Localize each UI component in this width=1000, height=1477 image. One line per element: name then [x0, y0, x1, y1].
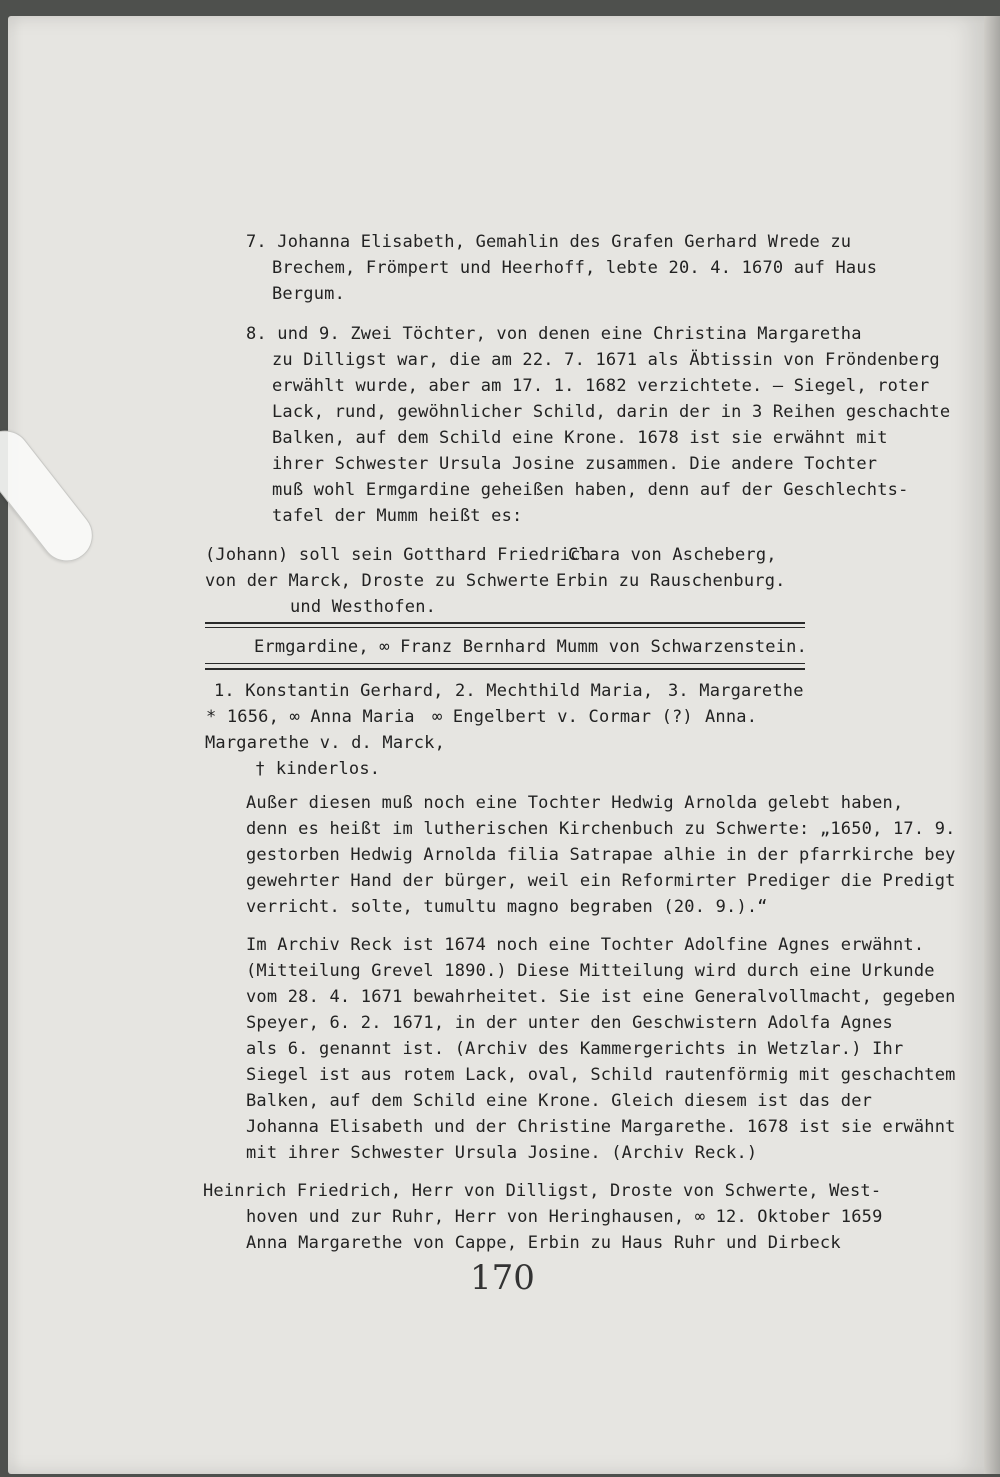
- child-3-line: 3. Margarethe: [668, 681, 804, 701]
- text-line: Siegel ist aus rotem Lack, oval, Schild rautenförmig mit geschachtem: [246, 1065, 956, 1085]
- text-line: verricht. solte, tumultu magno begraben (20. 9.).“: [246, 897, 768, 917]
- text-line: tafel der Mumm heißt es:: [272, 506, 523, 526]
- child-2-line: 2. Mechthild Maria,: [455, 681, 654, 701]
- child-1-line: Margarethe v. d. Marck,: [205, 733, 446, 753]
- text-line: muß wohl Ermgardine geheißen haben, denn auf der Geschlechts-: [272, 480, 909, 500]
- text-line: gewehrter Hand der bürger, weil ein Reformirter Prediger die Predigt: [246, 871, 956, 891]
- text-line: ihrer Schwester Ursula Josine zusammen. Die andere Tochter: [272, 454, 878, 474]
- text-line: Johanna Elisabeth und der Christine Margarethe. 1678 ist sie erwähnt: [246, 1117, 956, 1137]
- text-line: mit ihrer Schwester Ursula Josine. (Archiv Reck.): [246, 1143, 758, 1163]
- parent-right-line: Erbin zu Rauschenburg.: [556, 571, 786, 591]
- text-line: Heinrich Friedrich, Herr von Dilligst, Droste von Schwerte, West-: [203, 1181, 882, 1201]
- child-1-line: 1. Konstantin Gerhard,: [214, 681, 444, 701]
- text-line: Lack, rund, gewöhnlicher Schild, darin der in 3 Reihen geschachte: [272, 402, 951, 422]
- text-line: Balken, auf dem Schild eine Krone. Gleich diesem ist das der: [246, 1091, 873, 1111]
- parent-left-line: und Westhofen.: [290, 597, 437, 617]
- text-line: gestorben Hedwig Arnolda filia Satrapae alhie in der pfarrkirche bey: [246, 845, 956, 865]
- text-line: Anna Margarethe von Cappe, Erbin zu Haus Ruhr und Dirbeck: [246, 1233, 841, 1253]
- divider-rule: [205, 627, 805, 628]
- text-line: Im Archiv Reck ist 1674 noch eine Tochter Adolfine Agnes erwähnt.: [246, 935, 925, 955]
- text-line: Speyer, 6. 2. 1671, in der unter den Geschwistern Adolfa Agnes: [246, 1013, 893, 1033]
- divider-rule: [205, 622, 805, 624]
- text-line: hoven und zur Ruhr, Herr von Heringhausen, ∞ 12. Oktober 1659: [246, 1207, 883, 1227]
- divider-rule: [205, 668, 805, 670]
- text-line: Außer diesen muß noch eine Tochter Hedwig Arnolda gelebt haben,: [246, 793, 904, 813]
- text-line: als 6. genannt ist. (Archiv des Kammergerichts in Wetzlar.) Ihr: [246, 1039, 904, 1059]
- couple-line: Ermgardine, ∞ Franz Bernhard Mumm von Schwarzenstein.: [254, 637, 808, 657]
- child-1-line: † kinderlos.: [255, 759, 381, 779]
- page-edge: [984, 16, 1000, 1474]
- child-2-line: ∞ Engelbert v. Cormar (?): [432, 707, 693, 727]
- parent-right-line: Clara von Ascheberg,: [568, 545, 777, 565]
- text-line: 8. und 9. Zwei Töchter, von denen eine Christina Margaretha: [246, 324, 862, 344]
- divider-rule: [205, 663, 805, 664]
- text-line: vom 28. 4. 1671 bewahrheitet. Sie ist eine Generalvollmacht, gegeben: [246, 987, 956, 1007]
- text-line: 7. Johanna Elisabeth, Gemahlin des Grafen Gerhard Wrede zu: [246, 232, 852, 252]
- parent-left-line: (Johann) soll sein Gotthard Friedrich: [205, 545, 592, 565]
- child-3-line: Anna.: [705, 707, 758, 727]
- text-line: erwählt wurde, aber am 17. 1. 1682 verzichtete. — Siegel, roter: [272, 376, 930, 396]
- child-1-line: * 1656, ∞ Anna Maria: [206, 707, 415, 727]
- text-line: Balken, auf dem Schild eine Krone. 1678 ist sie erwähnt mit: [272, 428, 888, 448]
- text-line: (Mitteilung Grevel 1890.) Diese Mitteilung wird durch eine Urkunde: [246, 961, 935, 981]
- page-number: 170: [470, 1258, 535, 1298]
- text-line: zu Dilligst war, die am 22. 7. 1671 als Äbtissin von Fröndenberg: [272, 350, 940, 370]
- text-line: Bergum.: [272, 284, 346, 304]
- text-line: denn es heißt im lutherischen Kirchenbuch zu Schwerte: „1650, 17. 9.: [246, 819, 956, 839]
- text-line: Brechem, Frömpert und Heerhoff, lebte 20. 4. 1670 auf Haus: [272, 258, 878, 278]
- parent-left-line: von der Marck, Droste zu Schwerte: [205, 571, 550, 591]
